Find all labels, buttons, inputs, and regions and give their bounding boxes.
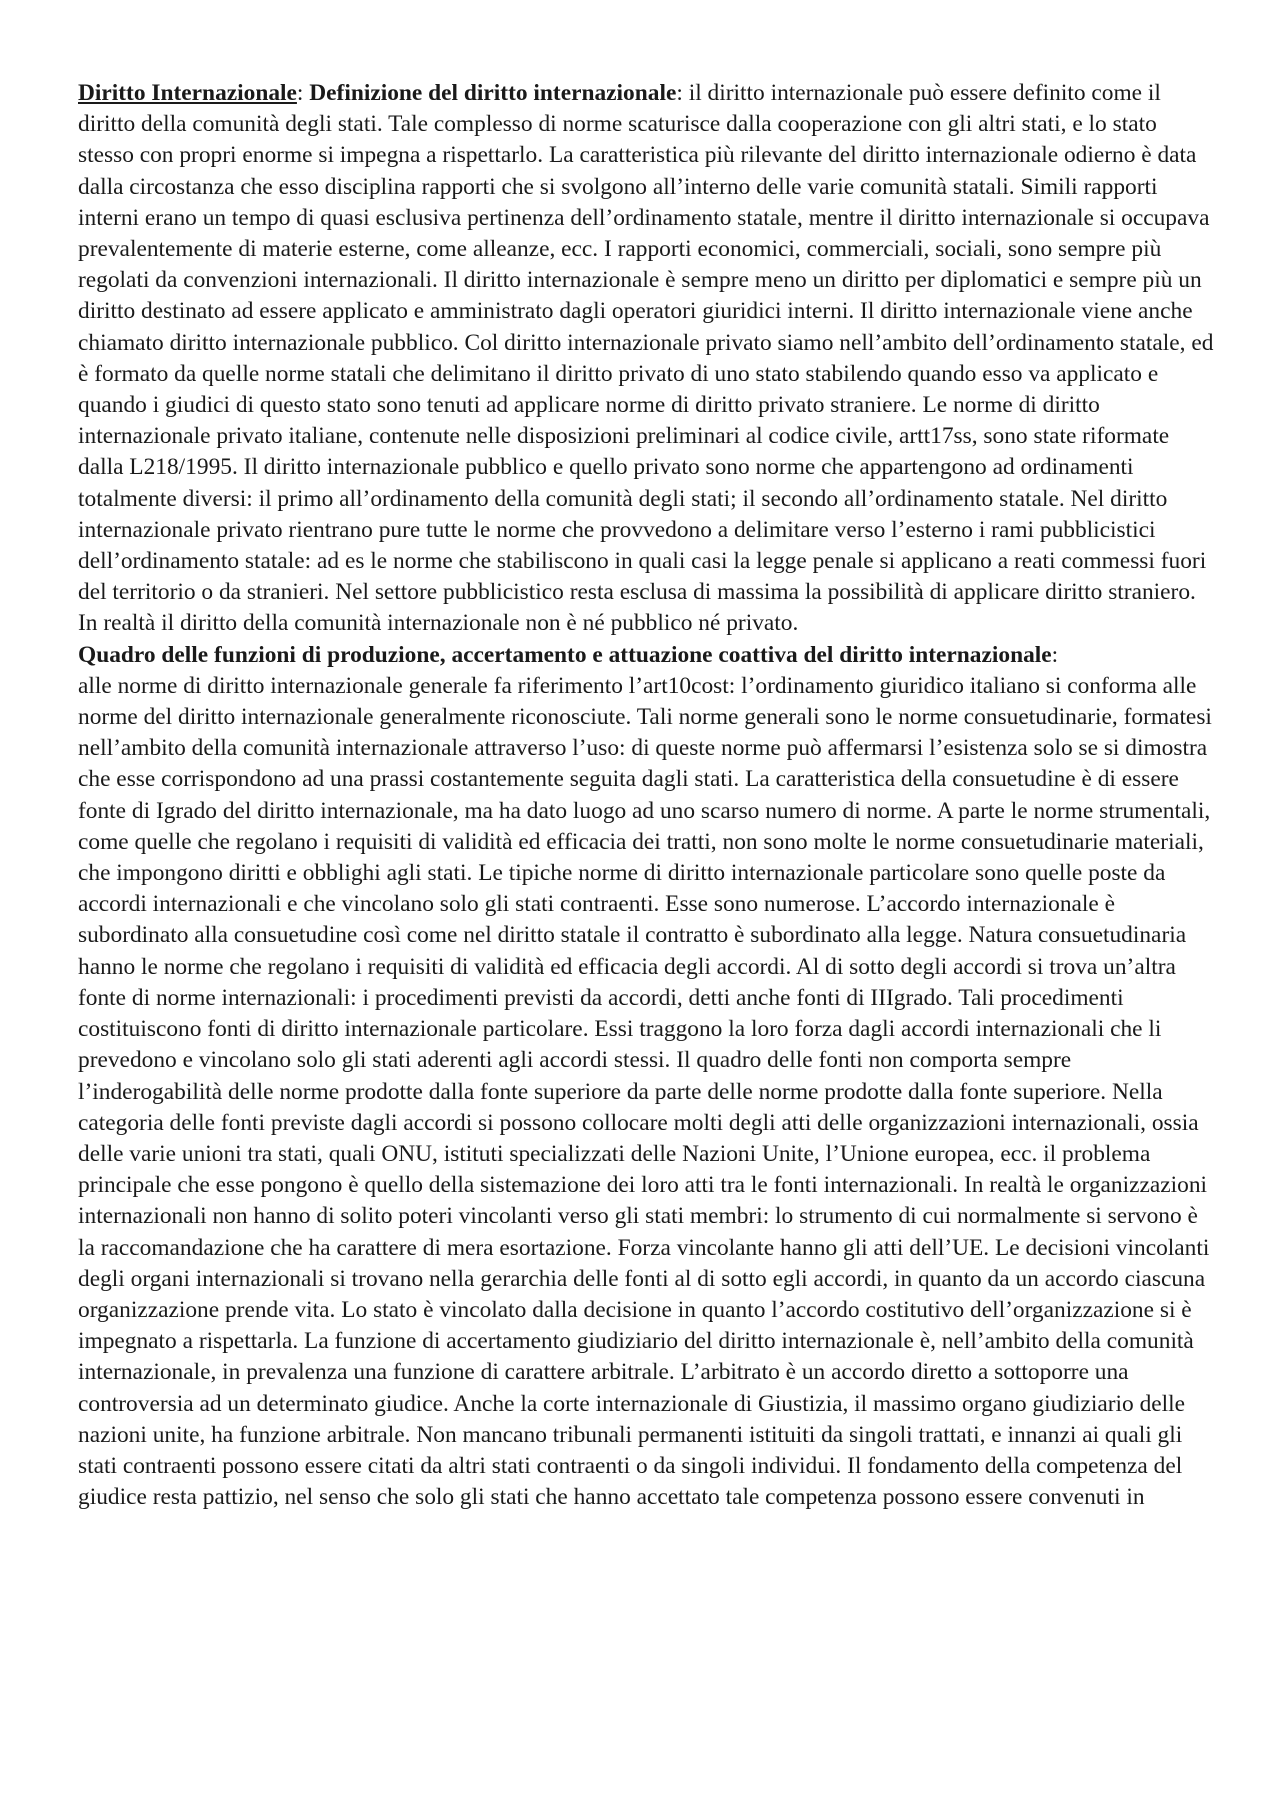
section-body-quadro: alle norme di diritto internazionale generale fa riferimento l’art10cost: l’ordinamento giuridico italiano si conforma alle norme del diritto internazionale generalmente riconosciute. Tali norme generali sono le norme consuetudinarie, formatesi nell’ambito della comunità internazionale attraverso l’uso: di queste norme può affermarsi l’esistenza solo se si dimostra che esse corrispondono ad una prassi costantemente seguita dagli stati. La caratteristica della consuetudine è di essere fonte di Igrado del diritto internazionale, ma ha dato luogo ad uno scarso numero di norme. A parte le norme strumentali, come quelle che regolano i requisiti di validità ed efficacia dei tratti, non sono molte le norme consuetudinarie materiali, che impongono diritti e obblighi agli stati. Le tipiche norme di diritto internazionale particolare sono quelle poste da accordi internazionali e che vincolano solo gli stati contraenti. Esse sono numerose. L’accordo internazionale è subordinato alla consuetudine così come nel diritto statale il contratto è subordinato alla legge. Natura consuetudinaria hanno le norme che regolano i requisiti di validità ed efficacia degli accordi. Al di sotto degli accordi si trova un’altra fonte di norme internazionali: i procedimenti previsti da accordi, detti anche fonti di IIIgrado. Tali procedimenti costituiscono fonti di diritto internazionale particolare. Essi traggono la loro forza dagli accordi internazionali che li prevedono e vincolano solo gli stati aderenti agli accordi stessi. Il quadro delle fonti non comporta sempre l’inderogabilità delle norme prodotte dalla fonte superiore da parte delle norme prodotte dalla fonte superiore. Nella categoria delle fonti previste dagli accordi si possono collocare molti degli atti delle organizzazioni internazionali, ossia delle varie unioni tra stati, quali ONU, istituti specializzati delle Nazioni Unite, l’Unione europea, ecc. il problema principale che esse pongono è quello della sistemazione dei loro atti tra le fonti internazionali. In realtà le organizzazioni internazionali non hanno di solito poteri vincolanti verso gli stati membri: lo strumento di cui normalmente si servono è la raccomandazione che ha carattere di mera esortazione. Forza vincolante hanno gli atti dell’UE. Le decisioni vincolanti degli organi internazionali si trovano nella gerarchia delle fonti al di sotto egli accordi, in quanto da un accordo ciascuna organizzazione prende vita. Lo stato è vincolato dalla decisione in quanto l’accordo costitutivo dell’organizzazione si è impegnato a rispettarla. La funzione di accertamento giudiziario del diritto internazionale è, nell’ambito della comunità internazionale, in prevalenza una funzione di carattere arbitrale. L’arbitrato è un accordo diretto a sottoporre una controversia ad un determinato giudice. Anche la corte internazionale di Giustizia, il massimo organo giudiziario delle nazioni unite, ha funzione arbitrale. Non mancano tribunali permanenti istituiti da singoli trattati, e innanzi ai quali gli stati contraenti possono essere citati da altri stati contraenti o da singoli individui. Il fondamento della competenza del giudice resta pattizio, nel senso che solo gli stati che hanno accettato tale competenza possono essere convenuti in <box>78 672 1212 1511</box>
section-heading-definizione: Definizione del diritto internazionale <box>309 80 677 106</box>
title-separator: : <box>296 80 310 106</box>
heading-separator: : <box>1051 641 1059 668</box>
section-heading-quadro: Quadro delle funzioni di produzione, accertamento e attuazione coattiva del diritto internazionale <box>78 641 1052 668</box>
section-quadro-funzioni <box>78 640 1214 1514</box>
document-title: Diritto Internazionale <box>78 80 297 106</box>
document-page <box>78 78 1214 1513</box>
section-definizione <box>78 78 1214 640</box>
heading-separator: : <box>676 80 689 106</box>
section-body-definizione: il diritto internazionale può essere definito come il diritto della comunità degli stati. Tale complesso di norme scaturisce dalla cooperazione con gli altri stati, e lo stato stesso con propri enorme si impegna a rispettarlo. La caratteristica più rilevante del diritto internazionale odierno è data dalla circostanza che esso disciplina rapporti che si svolgono all’interno delle varie comunità statali. Simili rapporti interni erano un tempo di quasi esclusiva pertinenza dell’ordinamento statale, mentre il diritto internazionale si occupava prevalentemente di materie esterne, come alleanze, ecc. I rapporti economici, commerciali, sociali, sono sempre più regolati da convenzioni internazionali. Il diritto internazionale è sempre meno un diritto per diplomatici e sempre più un diritto destinato ad essere applicato e amministrato dagli operatori giuridici interni. Il diritto internazionale viene anche chiamato diritto internazionale pubblico. Col diritto internazionale privato siamo nell’ambito dell’ordinamento statale, ed è formato da quelle norme statali che delimitano il diritto privato di uno stato stabilendo quando esso va applicato e quando i giudici di questo stato sono tenuti ad applicare norme di diritto privato straniere. Le norme di diritto internazionale privato italiane, contenute nelle disposizioni preliminari al codice civile, artt17ss, sono state riformate dalla L218/1995. Il diritto internazionale pubblico e quello privato sono norme che appartengono ad ordinamenti totalmente diversi: il primo all’ordinamento della comunità degli stati; il secondo all’ordinamento statale. Nel diritto internazionale privato rientrano pure tutte le norme che provvedono a delimitare verso l’esterno i rami pubblicistici dell’ordinamento statale: ad es le norme che stabiliscono in quali casi la legge penale si applicano a reati commessi fuori del territorio o da stranieri. Nel settore pubblicistico resta esclusa di massima la possibilità di applicare diritto straniero. In realtà il diritto della comunità internazionale non è né pubblico né privato. <box>78 80 1214 637</box>
